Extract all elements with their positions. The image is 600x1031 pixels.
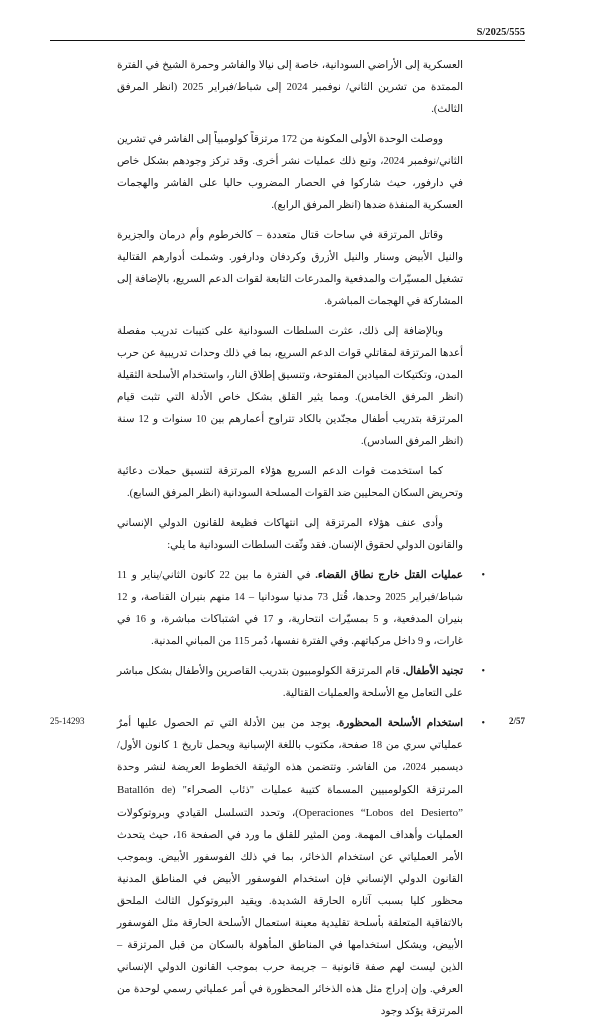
bullet-icon: •	[481, 570, 485, 581]
page-number: 2/57	[508, 716, 525, 726]
bullet-title: عمليات القتل خارج نطاق القضاء.	[315, 570, 463, 581]
bullet-text-before: يوجد من بين الأدلة التي تم الحصول عليها أمرٌ عملياتي سري من 18 صفحة، مكتوب باللغة الإسبانية ويحمل تاريخ 1 كانون الأول/ديسمبر 2024، من الفاشر. وتتضمن هذه الوثيقة الخطوط العريضة لنشر وحدة المرتزقة الكولومبيين المسماة كتيبة عمليات "ذئاب الصحراء" (	[117, 718, 464, 796]
bullet-text-after: )، وتحدد التسلسل القيادي وبروتوكولات العمليات وأهداف المهمة. ومن المثير للقلق ما ورد في الصفحة 16، حيث يتحدث الأمر العملياتي عن استخدام الذخائر، بما في ذلك الفوسفور الأبيض. وبموجب القانون الدولي الإنساني فإن استخدام الفوسفور الأبيض في المناطق المدنية محظور كليا بسبب آثاره الحارقة الشديدة. ويقيد البروتوكول الثالث الملحق بالاتفاقية المتعلقة بأسلحة تقليدية معينة استعمال الأسلحة الحارقة مثل الفوسفور الأبيض، ويشكل استخدامها في المناطق المأهولة بالسكان من قبل المرتزقة – الذين ليست لهم صفة قانونية – جريمة حرب بموجب القانون الدولي الإنساني العرفي. وإن إدراج مثل هذه الذخائر المحظورة في أمر عملياتي رسمي لوحدة من المرتزقة يؤكد وجود	[117, 808, 463, 1017]
list-item	[117, 661, 485, 705]
document-number: 25-14293	[50, 716, 85, 726]
document-symbol: S/2025/555	[476, 27, 525, 38]
bullet-title: تجنيد الأطفال.	[402, 666, 464, 677]
paragraph-6: وأدى عنف هؤلاء المرتزقة إلى انتهاكات فظيعة للقانون الدولي الإنساني والقانون الدولي لحقوق الإنسان. فقد وثّقت السلطات السودانية ما يلي:	[117, 518, 463, 551]
bullet-text: قام المرتزقة الكولومبيون بتدريب القاصرين والأطفال بشكل مباشر على التعامل مع الأسلحة والعمليات القتالية.	[117, 666, 463, 699]
paragraph-1: العسكرية إلى الأراضي السودانية، خاصة إلى نيالا والفاشر وحمرة الشيخ في الفترة الممتدة من تشرين الثاني/ نوفمبر 2024 إلى شباط/فبراير 2025 (انظر المرفق الثالث).	[117, 60, 464, 115]
bullet-icon: •	[481, 718, 485, 729]
paragraph-2: ووصلت الوحدة الأولى المكونة من 172 مرتزقاً كولومبياً إلى الفاشر في تشرين الثاني/نوفمبر 2024، وتبع ذلك عمليات نشر أخرى. وقد تركز وجودهم بشكل خاص في دارفور، حيث شاركوا في الحصار المضروب حاليا على الفاشر والهجمات العسكرية المنفذة ضدها (انظر المرفق الرابع).	[117, 134, 463, 211]
unit-name-spanish: Batallón de Operaciones “Lobos del Desierto”	[117, 784, 463, 819]
violations-list	[117, 565, 485, 1023]
bullet-text: في الفترة ما بين 22 كانون الثاني/يناير و 11 شباط/فبراير 2025 وحدها، قُتل 73 مدنيا سودانيا – 14 منهم بنيران القناصة، و 12 بنيران المدفعية، و 5 بمسيّرات انتحارية، و 17 في اشتباكات مباشرة، و 16 في غارات، و 9 داخل مركباتهم. وفي الفترة نفسها، دُمر 115 من المباني المدنية.	[117, 570, 463, 647]
document-body	[117, 55, 485, 1031]
bullet-title: استخدام الأسلحة المحظورة.	[336, 718, 463, 729]
paragraph-5: كما استخدمت قوات الدعم السريع هؤلاء المرتزقة لتنسيق حملات دعائية وتحريض السكان المحليين ضد القوات المسلحة السودانية (انظر المرفق السابع).	[117, 466, 463, 499]
list-item	[117, 713, 485, 1023]
paragraph-3: وقاتل المرتزقة في ساحات قتال متعددة – كالخرطوم وأم درمان والجزيرة والنيل الأبيض وسنار والنيل الأزرق وكردفان ودارفور. وشملت أدوارهم القتالية تشغيل المسيّرات والمدفعية والمدرعات التابعة لقوات الدعم السريع، بالإضافة إلى المشاركة في الهجمات المباشرة.	[117, 230, 463, 307]
paragraph-4: وبالإضافة إلى ذلك، عثرت السلطات السودانية على كتيبات تدريب مفصلة أعدها المرتزقة لمقاتلي قوات الدعم السريع، بما في ذلك وحدات تدريبية عن حرب المدن، وتكتيكات الميادين المفتوحة، وتنسيق إطلاق النار، واستخدام الأسلحة الثقيلة (انظر المرفق الخامس). ومما يثير القلق بشكل خاص الأدلة التي تثبت قيام المرتزقة بتدريب أطفال مجنّدين بالكاد تتراوح أعمارهم بين 10 سنوات و 12 سنة (انظر المرفق السادس).	[117, 326, 463, 447]
header-rule	[50, 40, 525, 41]
bullet-icon: •	[481, 666, 485, 677]
list-item	[117, 565, 485, 653]
